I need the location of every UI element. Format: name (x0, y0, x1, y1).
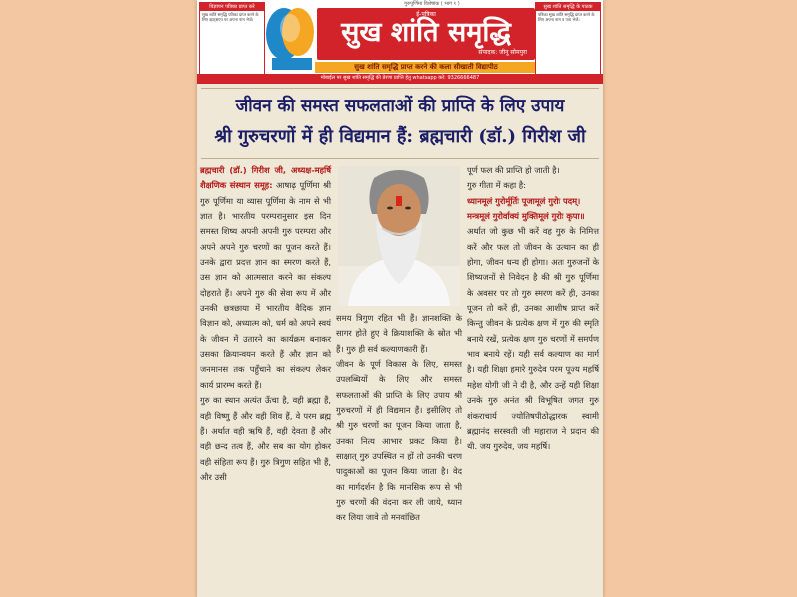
right-ad-text: पत्रिका सुख शांति समृद्धि प्राप्त करने के लिए अपना नाम व पता भेजें। (538, 12, 595, 22)
edition-label: गुरुपूर्णिमा विशेषांक ( भाग १ ) (404, 1, 460, 7)
column-3-text: अर्थात जो कुछ भी करें वह गुरु के निमित्त करें और फल तो जीवन के उत्थान का ही होगा, जीवन धन्य ही होगा। अतः गुरुजनों के शिष्यजनों से निवेदन है की श्री गुरु पूर्णिमा के अवसर पर तो गुरु स्मरण करें ही, उनका पूजन तो करें ही, उनका आशीष प्राप्त करें किन्तु जीवन के प्रत्येक क्षण में गुरु की स्मृति बनाये रखें, प्रत्येक क्षण गुरु चरणों में समर्पण भाव बनाये रहें। यही सर्व कल्याण का मार्ग है। यही शिक्षा हमारे गुरुदेव परम पूज्य महर्षि महेश योगी जी ने दी है, और उन्हें यही शिक्षा उनके गुरु अनंत श्री विभूषित जगत गुरु शंकराचार्य ज्योतिषपीठोद्धारक स्वामी ब्रह्मानंद सरस्वती जी महाराज ने प्रदान की थी. जय गुरुदेव, जय महर्षि। (467, 226, 599, 452)
left-ad-box (199, 2, 265, 76)
right-ad-heading: सुख शांति समृद्धि के पाठक (536, 3, 600, 11)
headline-bottom-rule (201, 158, 599, 159)
portrait-photo (338, 166, 460, 306)
article-headline (197, 88, 603, 158)
right-ad-box (535, 2, 601, 76)
headline-line-2: श्री गुरुचरणों में ही विद्यमान हैं: ब्रह्मचारी (डॉ.) गिरीश जी (214, 126, 586, 147)
tagline: सुख शांति समृद्धि प्राप्त करने की कला सीखाती विद्यापीठ (315, 62, 537, 73)
newspaper-page (197, 0, 603, 597)
article-column-3 (467, 163, 599, 455)
editor-label: संपादक: जीनू सोमपुरा (478, 49, 527, 56)
article-column-1 (200, 163, 331, 485)
left-ad-heading: विज्ञापन पत्रिका प्राप्त करे (200, 3, 264, 11)
column-1-text: आषाढ़ पूर्णिमा श्री गुरु पूर्णिमा या व्यास पूर्णिमा के नाम से भी ज्ञात है। भारतीय परम्परानुसार इस दिन समस्त शिष्य अपनी अपनी गुरु परम्परा और अपने अपने गुरु चरणों का पूजन करते हैं। उनके द्वारा प्रदत्त ज्ञान का स्मरण करते हैं, उस ज्ञान को आत्मसात करने का संकल्प दोहराते हैं। अपने गुरु की सेवा रूप में और उनकी छत्रछाया में भारतीय वैदिक ज्ञान विज्ञान को, अध्यात्म को, धर्म को अपने स्वयं के जीवन में उतारने का कार्यक्रम बनाकर उसका क्रियान्वयन करते हैं और ज्ञान को जनमानस तक पहुँचाने का संकल्प लेकर कार्य प्रारम्भ करते हैं। गुरु का स्थान अत्यंत ऊँचा है, वही ब्रह्मा हैं, वही विष्णु हैं और वही शिव हैं, वे परम ब्रह्म हैं। अर्थात वही ऋषि हैं, वही देवता हैं और वही छन्द तत्व हैं, और सब का योग होकर वही संहिता रूप हैं। गुरु त्रिगुण सहित भी हैं, और उसी (200, 180, 331, 482)
epatrika-label: ई-पत्रिका (416, 11, 436, 18)
headline-line-1: जीवन की समस्त सफलताओं की प्राप्ति के लिए उपाय (235, 96, 565, 116)
article-column-2: समय त्रिगुण रहित भी हैं। ज्ञानशक्ति के सागर होते हुए वे क्रियाशक्ति के स्रोत भी हैं। गुरु ही सर्व कल्याणकारी हैं। जीवन के पूर्ण विकास के लिए, समस्त उपलब्धियों के लिए और समस्त सफलताओं की प्राप्ति के लिए उपाय श्री गुरुचरणों में ही विद्यमान हैं। इसीलिए तो श्री गुरु चरणों का पूजन किया जाता है, उनका नित्य आभार प्रकट किया है। साक्षात् गुरु उपस्थित न हों तो उनकी चरण पादुकाओं का पूजन किया जाता है। वेद का मार्गदर्शन है कि मानसिक रूप से भी गुरु चरणों की वंदना कर ली जाये, ध्यान कर लिया जावे तो मनवांछित (336, 313, 462, 523)
logo-heads-icon (264, 2, 320, 72)
masthead (197, 0, 603, 84)
left-ad-text: सुख शांति समृद्धि पत्रिका प्राप्त करने के लिए व्हाट्सएप पर अपना नाम भेजें। (202, 12, 259, 22)
verse-line-1: ध्यानमूलं गुरोर्मूर्तिः पूजामूलं गुरोः पदम्। (467, 195, 581, 206)
brand-banner (317, 8, 535, 60)
contact-strip: मोबाईल पर सुख शांति समृद्धि की प्रेरणा प्राप्ति हेतु whatsapp करे: 9326666487 (197, 74, 603, 82)
brand-title: सुख शांति समृद्धि (341, 17, 511, 48)
verse-line-2: मन्त्रमूलं गुरोर्वाक्यं मुक्तिमूलं गुरोः कृपा॥ (467, 211, 585, 222)
column-3-intro: पूर्ण फल की प्राप्ति हो जाती है। गुरु गीता में कहा है: (467, 165, 560, 191)
byline: ब्रह्मचारी (डॉ.) गिरीश जी, अध्यक्ष-महर्षि शैक्षणिक संस्थान समूह: (200, 165, 331, 191)
